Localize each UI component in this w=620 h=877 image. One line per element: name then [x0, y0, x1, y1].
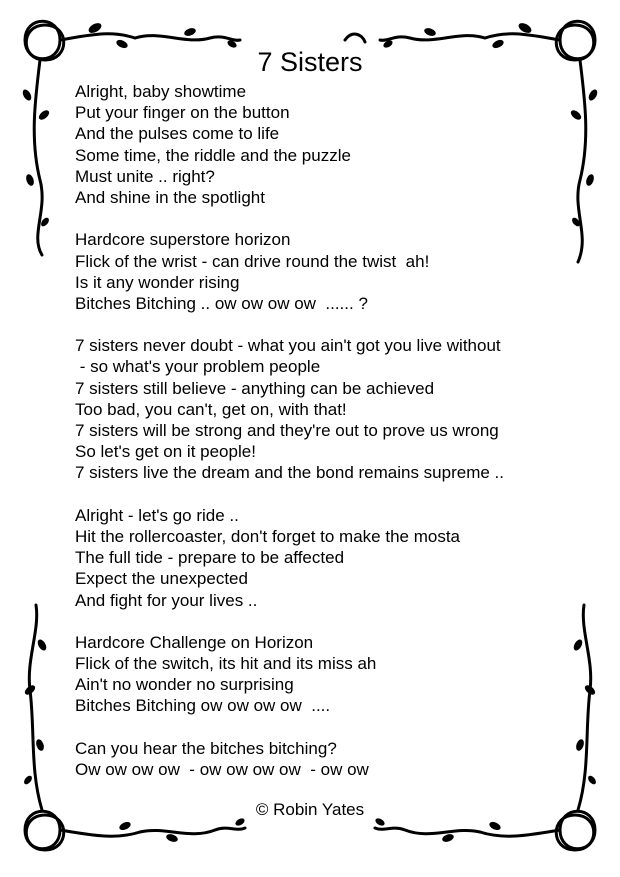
lyric-line: Hardcore Challenge on Horizon: [75, 632, 314, 652]
lyric-line: Some time, the riddle and the puzzle: [75, 145, 351, 165]
lyric-line: Bitches Bitching .. ow ow ow ow ...... ?: [75, 293, 368, 313]
lyric-line: Flick of the wrist - can drive round the twist ah!: [75, 251, 430, 271]
top-vine-right: [380, 36, 485, 41]
lyric-line: Hit the rollercoaster, don't forget to make the mosta: [75, 526, 460, 546]
stanza-gap: [75, 484, 575, 505]
lyric-line: Expect the unexpected: [75, 569, 248, 589]
lyric-line: Must unite .. right?: [75, 166, 215, 186]
stanza-gap: [75, 314, 575, 335]
top-vine-left: [135, 36, 240, 41]
poem-title: 7 Sisters: [257, 47, 363, 77]
lyric-line: Is it any wonder rising: [75, 272, 240, 292]
lyric-line: Bitches Bitching ow ow ow ow ....: [75, 696, 331, 716]
lyric-line: Flick of the switch, its hit and its miss ah: [75, 654, 377, 674]
lyric-line: Alright - let's go ride ..: [75, 505, 239, 525]
poem-lyrics: [75, 81, 575, 780]
stanza-gap: [75, 717, 575, 738]
lyric-line: And the pulses come to life: [75, 124, 280, 144]
bottom-vine-right: [375, 828, 480, 834]
lyric-line: 7 sisters still believe - anything can be achieved: [75, 378, 435, 398]
lyric-line: Alright, baby showtime: [75, 82, 247, 101]
lyric-line: Can you hear the bitches bitching?: [75, 738, 337, 758]
lyric-line: Too bad, you can't, get on, with that!: [75, 399, 347, 419]
lyric-line: And fight for your lives ..: [75, 590, 258, 610]
lyric-line: - so what's your problem people: [75, 357, 321, 377]
lyric-line: Put your finger on the button: [75, 103, 290, 123]
top-curl: [345, 34, 365, 42]
lyric-line: 7 sisters live the dream and the bond remains supreme ..: [75, 463, 504, 483]
stanza-gap: [75, 611, 575, 632]
lyric-line: The full tide - prepare to be affected: [75, 548, 345, 568]
copyright-credit: © Robin Yates: [255, 800, 365, 819]
lyric-line: Ain't no wonder no surprising: [75, 675, 294, 695]
lyric-line: 7 sisters never doubt - what you ain't got you live without: [75, 336, 501, 356]
stanza-gap: [75, 208, 575, 229]
lyric-line: Hardcore superstore horizon: [75, 230, 291, 250]
lyric-line: And shine in the spotlight: [75, 187, 265, 207]
lyric-line: 7 sisters will be strong and they're out to prove us wrong: [75, 421, 499, 440]
bottom-vine-left: [140, 828, 245, 834]
lyric-line: Ow ow ow ow - ow ow ow ow - ow ow: [75, 760, 369, 779]
lyric-line: So let's get on it people!: [75, 442, 256, 462]
